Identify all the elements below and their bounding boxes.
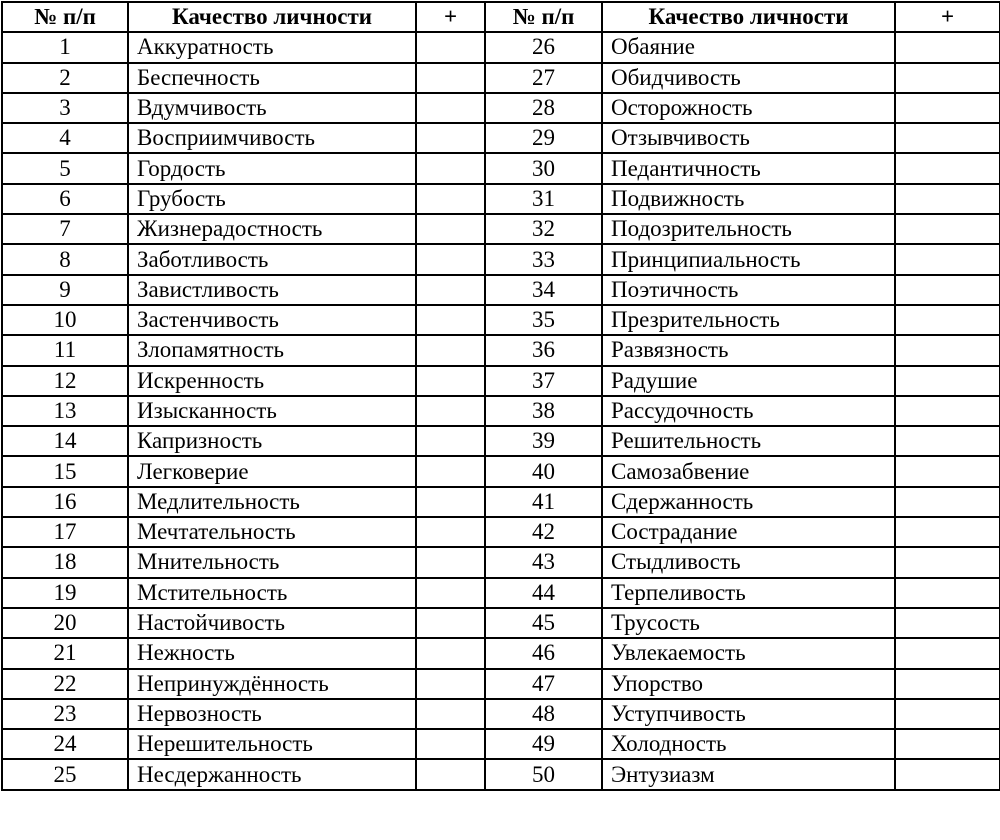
number-cell: 7 [2, 214, 128, 244]
quality-cell: Вдумчивость [128, 93, 416, 123]
number-cell: 47 [485, 669, 602, 699]
number-cell: 21 [2, 638, 128, 668]
number-cell: 11 [2, 335, 128, 365]
mark-cell[interactable] [895, 184, 1000, 214]
number-cell: 8 [2, 244, 128, 274]
quality-cell: Развязность [602, 335, 895, 365]
mark-cell[interactable] [416, 366, 485, 396]
quality-cell: Злопамятность [128, 335, 416, 365]
table-row [2, 578, 1000, 608]
quality-cell: Самозабвение [602, 456, 895, 486]
table-row [2, 729, 1000, 759]
mark-cell[interactable] [895, 547, 1000, 577]
mark-cell[interactable] [895, 63, 1000, 93]
mark-cell[interactable] [895, 517, 1000, 547]
mark-cell[interactable] [416, 305, 485, 335]
number-cell: 25 [2, 759, 128, 789]
quality-cell: Искренность [128, 366, 416, 396]
table-row [2, 335, 1000, 365]
table-row [2, 153, 1000, 183]
table-row [2, 487, 1000, 517]
quality-cell: Отзывчивость [602, 123, 895, 153]
quality-cell: Заботливость [128, 244, 416, 274]
table-row [2, 669, 1000, 699]
quality-cell: Капризность [128, 426, 416, 456]
mark-cell[interactable] [895, 275, 1000, 305]
number-cell: 23 [2, 699, 128, 729]
quality-cell: Энтузиазм [602, 759, 895, 789]
table-row [2, 547, 1000, 577]
quality-cell: Застенчивость [128, 305, 416, 335]
table-body [2, 32, 1000, 789]
quality-cell: Мстительность [128, 578, 416, 608]
quality-cell: Терпеливость [602, 578, 895, 608]
quality-cell: Мечтательность [128, 517, 416, 547]
quality-cell: Нерешительность [128, 729, 416, 759]
quality-cell: Увлекаемость [602, 638, 895, 668]
table-row [2, 638, 1000, 668]
mark-cell[interactable] [895, 93, 1000, 123]
quality-cell: Настойчивость [128, 608, 416, 638]
mark-cell[interactable] [895, 456, 1000, 486]
quality-cell: Педантичность [602, 153, 895, 183]
table-row [2, 426, 1000, 456]
number-cell: 35 [485, 305, 602, 335]
mark-cell[interactable] [895, 366, 1000, 396]
header-quality-right: Качество личности [602, 2, 895, 32]
table-row [2, 32, 1000, 62]
number-cell: 12 [2, 366, 128, 396]
header-number-right: № п/п [485, 2, 602, 32]
number-cell: 45 [485, 608, 602, 638]
quality-cell: Сострадание [602, 517, 895, 547]
quality-cell: Завистливость [128, 275, 416, 305]
quality-cell: Радушие [602, 366, 895, 396]
mark-cell[interactable] [416, 578, 485, 608]
quality-cell: Восприимчивость [128, 123, 416, 153]
mark-cell[interactable] [416, 153, 485, 183]
mark-cell[interactable] [895, 214, 1000, 244]
number-cell: 1 [2, 32, 128, 62]
table-row [2, 366, 1000, 396]
quality-cell: Обидчивость [602, 63, 895, 93]
mark-cell[interactable] [416, 275, 485, 305]
number-cell: 29 [485, 123, 602, 153]
number-cell: 26 [485, 32, 602, 62]
mark-cell[interactable] [895, 638, 1000, 668]
number-cell: 4 [2, 123, 128, 153]
number-cell: 19 [2, 578, 128, 608]
quality-cell: Жизнерадостность [128, 214, 416, 244]
mark-cell[interactable] [416, 93, 485, 123]
quality-cell: Аккуратность [128, 32, 416, 62]
number-cell: 50 [485, 759, 602, 789]
number-cell: 9 [2, 275, 128, 305]
mark-cell[interactable] [895, 487, 1000, 517]
quality-cell: Стыдливость [602, 547, 895, 577]
quality-cell: Презрительность [602, 305, 895, 335]
mark-cell[interactable] [416, 487, 485, 517]
number-cell: 3 [2, 93, 128, 123]
quality-cell: Осторожность [602, 93, 895, 123]
mark-cell[interactable] [416, 244, 485, 274]
number-cell: 39 [485, 426, 602, 456]
table-row [2, 244, 1000, 274]
number-cell: 37 [485, 366, 602, 396]
number-cell: 14 [2, 426, 128, 456]
quality-cell: Беспечность [128, 63, 416, 93]
table-row [2, 699, 1000, 729]
mark-cell[interactable] [416, 729, 485, 759]
number-cell: 15 [2, 456, 128, 486]
number-cell: 2 [2, 63, 128, 93]
quality-cell: Подозрительность [602, 214, 895, 244]
table-row [2, 305, 1000, 335]
number-cell: 6 [2, 184, 128, 214]
number-cell: 43 [485, 547, 602, 577]
number-cell: 34 [485, 275, 602, 305]
mark-cell[interactable] [416, 123, 485, 153]
number-cell: 28 [485, 93, 602, 123]
quality-cell: Принципиальность [602, 244, 895, 274]
number-cell: 32 [485, 214, 602, 244]
quality-cell: Обаяние [602, 32, 895, 62]
number-cell: 24 [2, 729, 128, 759]
mark-cell[interactable] [416, 759, 485, 789]
table-row [2, 93, 1000, 123]
quality-cell: Медлительность [128, 487, 416, 517]
quality-cell: Подвижность [602, 184, 895, 214]
header-mark-right: + [895, 2, 1000, 32]
number-cell: 46 [485, 638, 602, 668]
number-cell: 40 [485, 456, 602, 486]
table-row [2, 608, 1000, 638]
quality-cell: Упорство [602, 669, 895, 699]
table-row [2, 517, 1000, 547]
number-cell: 36 [485, 335, 602, 365]
table-row [2, 123, 1000, 153]
number-cell: 18 [2, 547, 128, 577]
mark-cell[interactable] [416, 214, 485, 244]
quality-cell: Непринуждённость [128, 669, 416, 699]
personality-qualities-table [1, 1, 1000, 791]
mark-cell[interactable] [416, 184, 485, 214]
quality-cell: Уступчивость [602, 699, 895, 729]
mark-cell[interactable] [895, 426, 1000, 456]
number-cell: 41 [485, 487, 602, 517]
table-row [2, 214, 1000, 244]
table-row [2, 184, 1000, 214]
mark-cell[interactable] [416, 32, 485, 62]
quality-cell: Мнительность [128, 547, 416, 577]
mark-cell[interactable] [895, 32, 1000, 62]
mark-cell[interactable] [895, 759, 1000, 789]
mark-cell[interactable] [416, 608, 485, 638]
mark-cell[interactable] [895, 153, 1000, 183]
header-quality-left: Качество личности [128, 2, 416, 32]
number-cell: 22 [2, 669, 128, 699]
mark-cell[interactable] [895, 335, 1000, 365]
mark-cell[interactable] [895, 396, 1000, 426]
mark-cell[interactable] [416, 699, 485, 729]
number-cell: 17 [2, 517, 128, 547]
quality-cell: Сдержанность [602, 487, 895, 517]
header-mark-left: + [416, 2, 485, 32]
table-row [2, 63, 1000, 93]
quality-cell: Трусость [602, 608, 895, 638]
number-cell: 42 [485, 517, 602, 547]
mark-cell[interactable] [416, 335, 485, 365]
quality-cell: Гордость [128, 153, 416, 183]
header-number-left: № п/п [2, 2, 128, 32]
number-cell: 49 [485, 729, 602, 759]
header-row [2, 2, 1000, 32]
mark-cell[interactable] [416, 638, 485, 668]
quality-cell: Несдержанность [128, 759, 416, 789]
mark-cell[interactable] [895, 305, 1000, 335]
number-cell: 48 [485, 699, 602, 729]
mark-cell[interactable] [895, 608, 1000, 638]
number-cell: 5 [2, 153, 128, 183]
mark-cell[interactable] [416, 396, 485, 426]
mark-cell[interactable] [416, 517, 485, 547]
mark-cell[interactable] [895, 244, 1000, 274]
mark-cell[interactable] [895, 123, 1000, 153]
quality-cell: Холодность [602, 729, 895, 759]
number-cell: 20 [2, 608, 128, 638]
quality-cell: Рассудочность [602, 396, 895, 426]
quality-cell: Грубость [128, 184, 416, 214]
number-cell: 13 [2, 396, 128, 426]
number-cell: 31 [485, 184, 602, 214]
quality-cell: Поэтичность [602, 275, 895, 305]
table-row [2, 275, 1000, 305]
mark-cell[interactable] [895, 729, 1000, 759]
table-row [2, 759, 1000, 789]
mark-cell[interactable] [416, 426, 485, 456]
quality-cell: Нежность [128, 638, 416, 668]
mark-cell[interactable] [895, 669, 1000, 699]
table-row [2, 396, 1000, 426]
number-cell: 30 [485, 153, 602, 183]
mark-cell[interactable] [416, 63, 485, 93]
mark-cell[interactable] [416, 547, 485, 577]
number-cell: 27 [485, 63, 602, 93]
number-cell: 33 [485, 244, 602, 274]
quality-cell: Изысканность [128, 396, 416, 426]
number-cell: 16 [2, 487, 128, 517]
quality-cell: Решительность [602, 426, 895, 456]
mark-cell[interactable] [416, 669, 485, 699]
quality-cell: Легковерие [128, 456, 416, 486]
number-cell: 44 [485, 578, 602, 608]
mark-cell[interactable] [895, 699, 1000, 729]
quality-cell: Нервозность [128, 699, 416, 729]
mark-cell[interactable] [895, 578, 1000, 608]
table-row [2, 456, 1000, 486]
mark-cell[interactable] [416, 456, 485, 486]
number-cell: 10 [2, 305, 128, 335]
number-cell: 38 [485, 396, 602, 426]
